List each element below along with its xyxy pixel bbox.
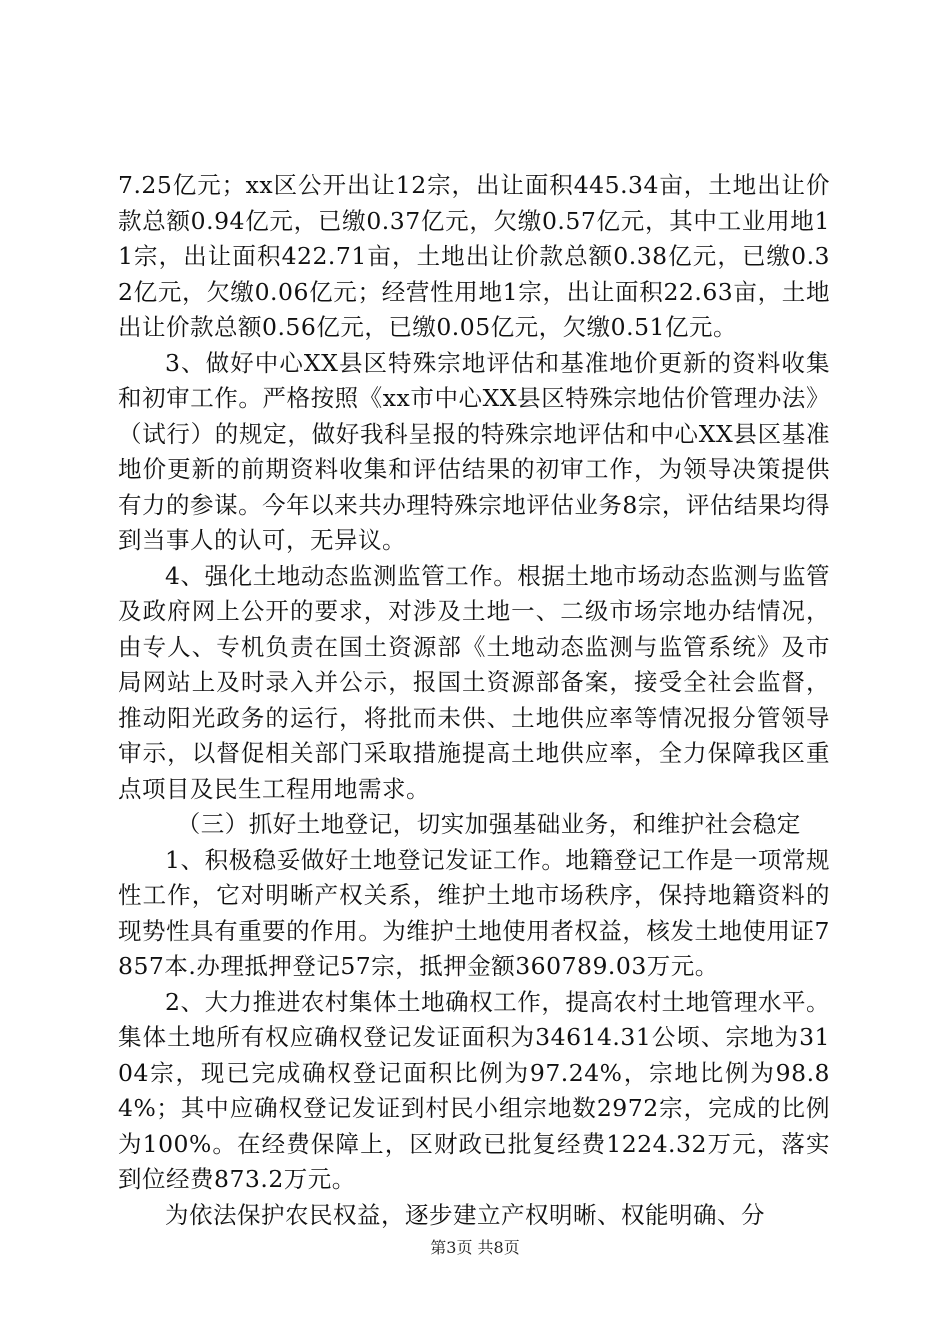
paragraph-registration-certificates: 1、积极稳妥做好土地登记发证工作。地籍登记工作是一项常规性工作，它对明晰产权关系，维护土地市场秩序，保持地籍资料的现势性具有重要的作用。为维护土地使用者权益，核发土地使用证7857本.办理抵押登记57宗，抵押金额360789.03万元。 — [118, 845, 830, 980]
paragraph-land-transfer-summary: 7.25亿元；xx区公开出让12宗，出让面积445.34亩，土地出让价款总额0.94亿元，已缴0.37亿元，欠缴0.57亿元，其中工业用地11宗，出让面积422.71亩，土地出让价款总额0.38亿元，已缴0.32亿元，欠缴0.06亿元；经营性用地1宗，出让面积22.63亩，土地出让价款总额0.56亿元，已缴0.05亿元，欠缴0.51亿元。 — [118, 171, 830, 341]
document-body — [118, 168, 830, 1233]
section-heading-land-registration: （三）抓好土地登记，切实加强基础业务，和维护社会稳定 — [176, 810, 801, 838]
paragraph-special-parcel-evaluation: 3、做好中心XX县区特殊宗地评估和基准地价更新的资料收集和初审工作。严格按照《xx市中心XX县区特殊宗地估价管理办法》（试行）的规定，做好我科呈报的特殊宗地评估和中心XX县区基准地价更新的前期资料收集和评估结果的初审工作，为领导决策提供有力的参谋。今年以来共办理特殊宗地评估业务8宗，评估结果均得到当事人的认可，无异议。 — [118, 348, 830, 554]
paragraph-collective-land-rights: 2、大力推进农村集体土地确权工作，提高农村土地管理水平。集体土地所有权应确权登记发证面积为34614.31公顷、宗地为3104宗，现已完成确权登记面积比例为97.24%，宗地比例为98.84%；其中应确权登记发证到村民小组宗地数2972宗，完成的比例为100%。在经费保障上，区财政已批复经费1224.32万元，落实到位经费873.2万元。 — [118, 987, 830, 1193]
paragraph-dynamic-monitoring: 4、强化土地动态监测监管工作。根据土地市场动态监测与监管及政府网上公开的要求，对涉及土地一、二级市场宗地办结情况，由专人、专机负责在国土资源部《土地动态监测与监管系统》及市局网站上及时录入并公示，报国土资源部备案，接受全社会监督，推动阳光政务的运行，将批而未供、土地供应率等情况报分管领导审示，以督促相关部门采取措施提高土地供应率，全力保障我区重点项目及民生工程用地需求。 — [118, 561, 830, 803]
page-footer: 第3页 共8页 — [430, 1238, 520, 1257]
paragraph-farmer-rights: 为依法保护农民权益，逐步建立产权明晰、权能明确、分 — [165, 1200, 765, 1229]
